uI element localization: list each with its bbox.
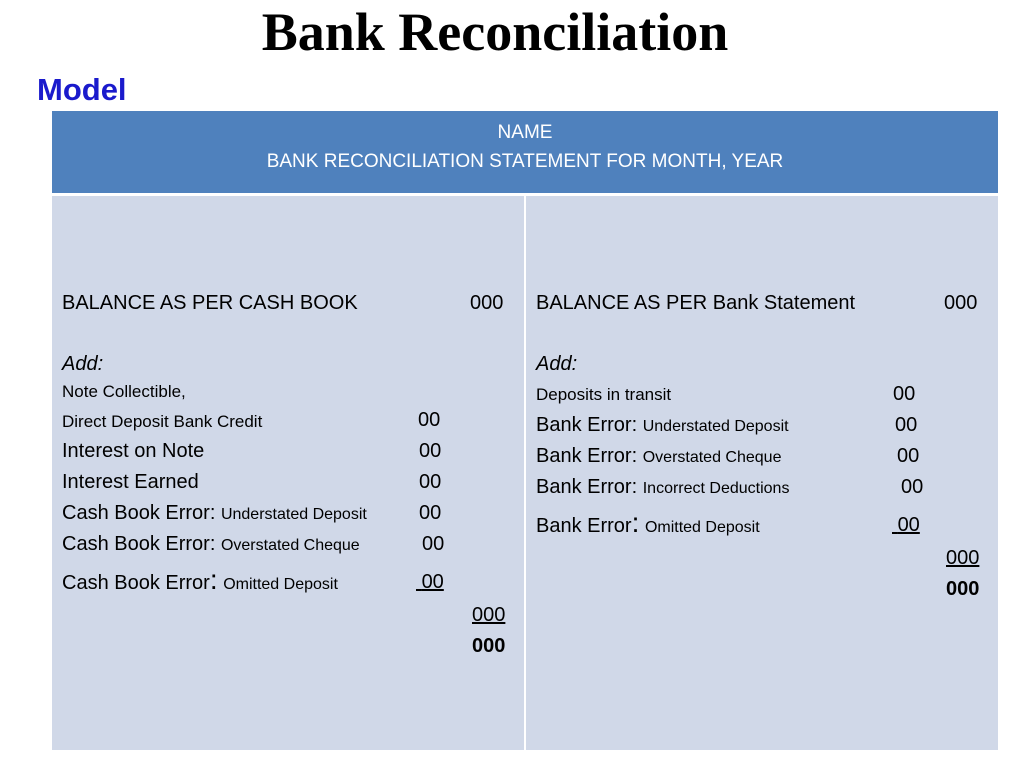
cash-book-cell — [52, 196, 524, 750]
deposits-in-transit-value: 00 — [893, 383, 916, 405]
omitted-deposit-value: 00 — [421, 571, 444, 593]
reconciliation-table — [52, 111, 998, 750]
bank-incorrect-value: 00 — [901, 476, 924, 498]
colon: : — [209, 564, 218, 595]
bank-overstated-value: 00 — [897, 445, 920, 467]
direct-deposit-value: 00 — [418, 409, 441, 431]
bank-balance-label: BALANCE AS PER Bank Statement — [536, 292, 856, 314]
interest-earned-value: 00 — [419, 471, 442, 493]
bank-balance-value: 000 — [944, 292, 978, 314]
interest-earned-label: Interest Earned — [62, 471, 199, 493]
error-type: Overstated Cheque — [220, 537, 360, 554]
bank-error-overstated — [536, 443, 781, 471]
cash-book-balance-value: 000 — [470, 292, 504, 314]
direct-deposit-label: Direct Deposit Bank Credit — [62, 412, 263, 431]
bank-error-understated — [536, 412, 789, 440]
cash-book-total: 000 — [472, 635, 506, 657]
cash-book-add-label: Add: — [62, 353, 104, 375]
error-type: Overstated Cheque — [642, 449, 782, 466]
note-collectible-label: Note Collectible, — [62, 382, 186, 401]
table-header — [52, 111, 998, 193]
bank-error-omitted — [536, 507, 760, 541]
bank-error-incorrect — [536, 474, 789, 502]
error-prefix: Bank Error: — [536, 414, 638, 436]
error-prefix: Bank Error: — [536, 476, 638, 498]
error-prefix: Cash Book Error — [62, 572, 210, 594]
bank-subtotal: 000 — [946, 547, 980, 569]
error-type: Omitted Deposit — [644, 519, 760, 536]
cash-book-subtotal: 000 — [472, 604, 506, 626]
bank-understated-value: 00 — [895, 414, 918, 436]
cash-book-error-understated — [62, 500, 367, 528]
error-prefix: Cash Book Error: — [62, 502, 216, 524]
bank-add-label: Add: — [536, 353, 578, 375]
cash-book-error-overstated — [62, 531, 360, 559]
header-name: NAME — [497, 122, 553, 143]
error-type: Understated Deposit — [642, 418, 789, 435]
overstated-cheque-value: 00 — [422, 533, 445, 555]
error-prefix: Bank Error — [536, 515, 632, 537]
error-prefix: Bank Error: — [536, 445, 638, 467]
interest-on-note-label: Interest on Note — [62, 440, 205, 462]
bank-total: 000 — [946, 578, 980, 600]
bank-omitted-value: 00 — [897, 514, 920, 536]
cash-book-error-omitted — [62, 564, 338, 598]
colon: : — [631, 507, 640, 538]
deposits-in-transit-label: Deposits in transit — [536, 385, 672, 404]
cash-book-balance-label: BALANCE AS PER CASH BOOK — [62, 292, 358, 314]
understated-deposit-value: 00 — [419, 502, 442, 524]
header-statement-title: BANK RECONCILIATION STATEMENT FOR MONTH, YEAR — [266, 151, 784, 172]
page-subtitle: Model — [37, 72, 127, 107]
error-prefix: Cash Book Error: — [62, 533, 216, 555]
page-title: Bank Reconciliation — [261, 2, 729, 62]
error-type: Omitted Deposit — [223, 576, 338, 593]
interest-on-note-value: 00 — [419, 440, 442, 462]
bank-statement-cell — [526, 196, 998, 750]
error-type: Incorrect Deductions — [642, 480, 790, 497]
error-type: Understated Deposit — [220, 506, 367, 523]
